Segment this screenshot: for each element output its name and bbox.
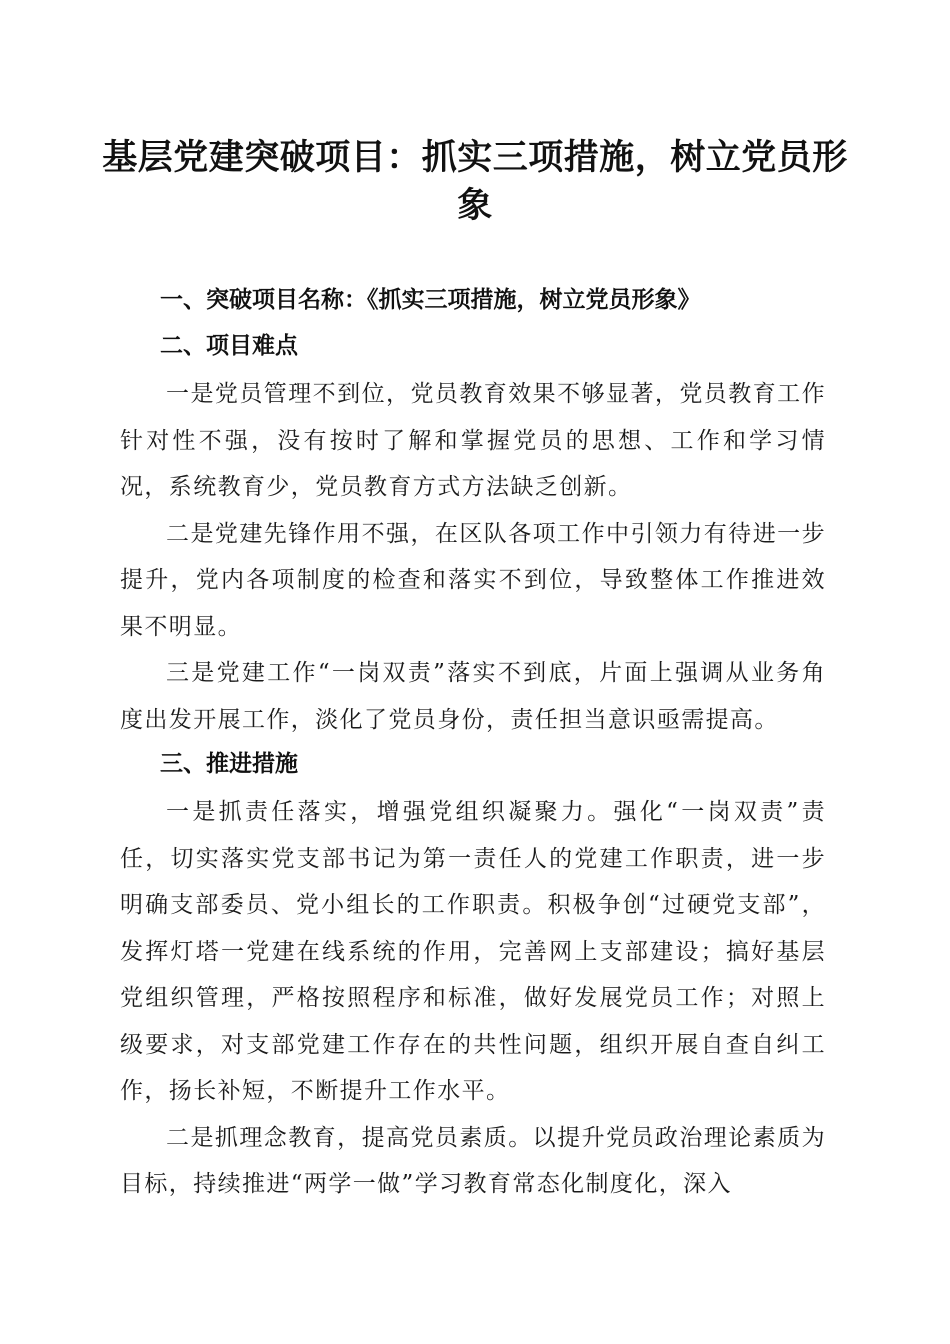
paragraph-measure-2: 二是抓理念教育，提高党员素质。以提升党员政治理论素质为目标，持续推进“两学一做”学习教育常态化制度化，深入 xyxy=(120,1124,826,1197)
section-heading-difficulties: 二、项目难点 xyxy=(160,333,298,359)
paragraph-difficulty-3: 三是党建工作“一岗双责”落实不到底，片面上强调从业务角度出发开展工作，淡化了党员身份，责任担当意识亟需提高。 xyxy=(120,660,826,733)
paragraph-measure-1: 一是抓责任落实，增强党组织凝聚力。强化“一岗双责”责任，切实落实党支部书记为第一责任人的党建工作职责，进一步明确支部委员、党小组长的工作职责。积极争创“过硬党支部”，发挥灯塔一党建在线系统的作用，完善网上支部建设；搞好基层党组织管理，严格按照程序和标准，做好发展党员工作；对照上级要求，对支部党建工作存在的共性问题，组织开展自查自纠工作，扬长补短，不断提升工作水平。 xyxy=(120,799,826,1104)
document-body xyxy=(120,279,826,1208)
paragraph-difficulty-2: 二是党建先锋作用不强，在区队各项工作中引领力有待进一步提升，党内各项制度的检查和落实不到位，导致整体工作推进效果不明显。 xyxy=(120,520,826,640)
paragraph-difficulty-1: 一是党员管理不到位，党员教育效果不够显著，党员教育工作针对性不强，没有按时了解和掌握党员的思想、工作和学习情况，系统教育少，党员教育方式方法缺乏创新。 xyxy=(120,381,826,500)
document-title: 基层党建突破项目：抓实三项措施，树立党员形象 xyxy=(102,137,848,226)
section-heading-project-name: 一、突破项目名称：《抓实三项措施，树立党员形象》 xyxy=(160,287,701,313)
section-heading-measures: 三、推进措施 xyxy=(160,751,298,777)
